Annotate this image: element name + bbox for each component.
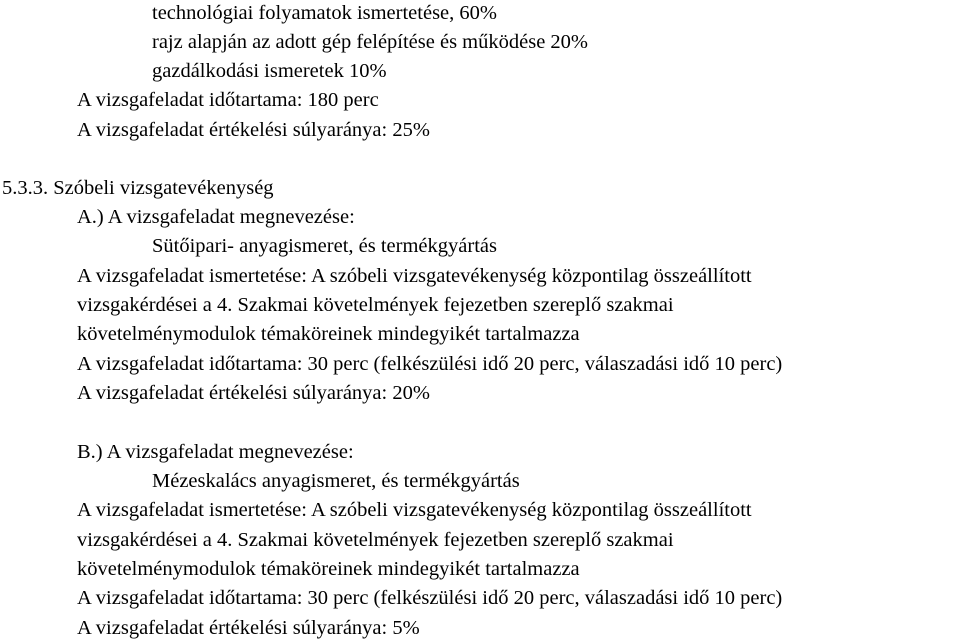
text-line: gazdálkodási ismeretek 10% xyxy=(152,60,387,82)
text-line: A vizsgafeladat értékelési súlyaránya: 20% xyxy=(77,382,430,404)
text-line: A vizsgafeladat időtartama: 180 perc xyxy=(77,89,379,111)
text-line: A vizsgafeladat időtartama: 30 perc (felkészülési idő 20 perc, válaszadási idő 10 perc) xyxy=(77,353,783,375)
text-line: technológiai folyamatok ismertetése, 60% xyxy=(152,2,497,24)
task-title: Sütőipari- anyagismeret, és termékgyártás xyxy=(152,235,497,257)
text-line: vizsgakérdései a 4. Szakmai követelmények fejezetben szereplő szakmai xyxy=(77,529,674,551)
subsection-heading: B.) A vizsgafeladat megnevezése: xyxy=(77,441,354,463)
text-line: vizsgakérdései a 4. Szakmai követelmények fejezetben szereplő szakmai xyxy=(77,294,674,316)
task-title: Mézeskalács anyagismeret, és termékgyártás xyxy=(152,470,520,492)
text-line: A vizsgafeladat értékelési súlyaránya: 25% xyxy=(77,119,430,141)
text-line: rajz alapján az adott gép felépítése és működése 20% xyxy=(152,31,589,53)
text-line: követelménymodulok témaköreinek mindegyikét tartalmazza xyxy=(77,558,580,580)
text-line: A vizsgafeladat ismertetése: A szóbeli vizsgatevékenység központilag összeállított xyxy=(77,265,752,287)
subsection-heading: A.) A vizsgafeladat megnevezése: xyxy=(77,206,355,228)
text-line: A vizsgafeladat időtartama: 30 perc (felkészülési idő 20 perc, válaszadási idő 10 perc) xyxy=(77,587,783,609)
text-line: A vizsgafeladat értékelési súlyaránya: 5% xyxy=(77,617,420,639)
text-line: követelménymodulok témaköreinek mindegyikét tartalmazza xyxy=(77,323,580,345)
text-line: A vizsgafeladat ismertetése: A szóbeli vizsgatevékenység központilag összeállított xyxy=(77,499,752,521)
section-heading: 5.3.3. Szóbeli vizsgatevékenység xyxy=(2,177,274,199)
